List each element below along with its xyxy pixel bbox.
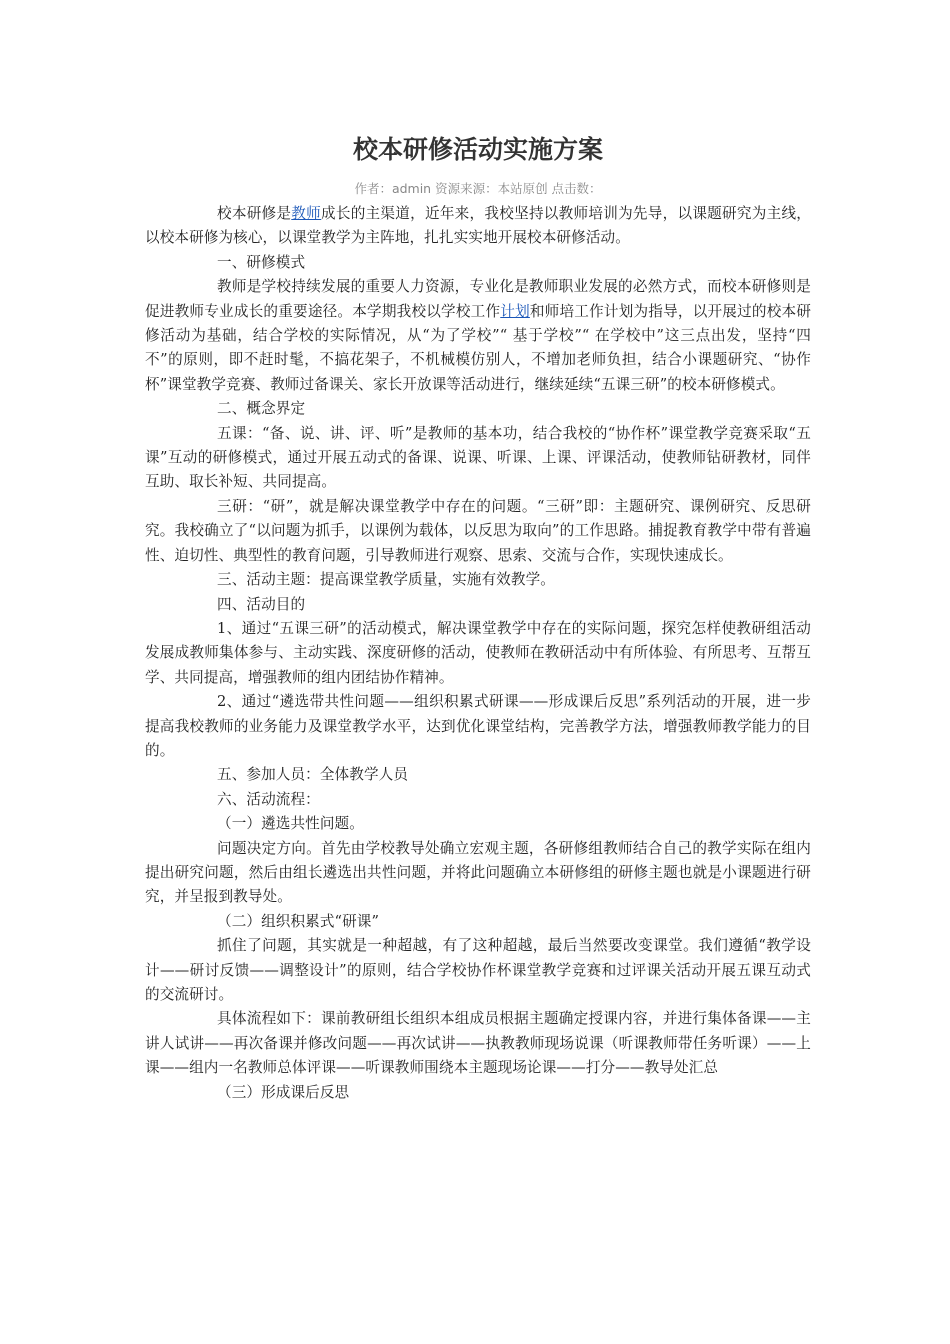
paragraph-process: 具体流程如下：课前教研组长组织本组成员根据主题确定授课内容，并进行集体备课——主讲人试讲——再次备课并修改问题——再次试讲——执教教师现场说课（听课教师带任务听课）——上课——组内一名教师总体评课——听课教师围绕本主题现场论课——打分——教导处汇总 [145,1010,811,1077]
subsection-heading-2: （二）组织积累式“研课” [217,912,380,930]
paragraph-intro [145,202,811,251]
paragraph-problem: 问题决定方向。首先由学校教导处确立宏观主题，各研修组教师结合自己的教学实际在组内提出研究问题，然后由组长遴选出共性问题，并将此问题确立本研修组的研修主题也就是小课题进行研究，并呈报到教导处。 [145,839,811,906]
article-meta: 作者：admin 资源来源：本站原创 点击数： [354,181,602,196]
section-heading-3: 三、活动主题：提高课堂教学质量，实施有效教学。 [217,571,555,589]
paragraph-purpose-1: 1、通过“五课三研”的活动模式，解决课堂教学中存在的实际问题，探究怎样使教研组活动发展成教师集体参与、主动实践、深度研修的活动，使教师在教研活动中有所体验、有所思考、互帮互学、共同提高，增强教师的组内团结协作精神。 [145,619,811,686]
section-heading-2: 二、概念界定 [217,400,306,418]
paragraph-mode-text-a: 教师是学校持续发展的重要人力资源，专业化是教师职业发展的必然方式，而校本研修则是促进教师专业成长的重要途径。本学期我校以学校工作 [145,278,811,320]
plan-link[interactable]: 计划 [500,302,530,320]
subsection-heading-3: （三）形成课后反思 [217,1083,350,1101]
paragraph-mode [145,275,811,397]
paragraph-five-lessons: 五课：“备、说、讲、评、听”是教师的基本功，结合我校的“协作杯”课堂教学竞赛采取“五课”互动的研修模式，通过开展五动式的备课、说课、听课、上课、评课活动，使教师钻研教材，同伴互助、取长补短、共同提高。 [145,424,811,491]
paragraph-intro-text-b: 成长的主渠道，近年来，我校坚持以教师培训为先导，以课题研究为主线，以校本研修为核心，以课堂教学为主阵地，扎扎实实地开展校本研修活动。 [145,205,811,247]
teacher-link[interactable]: 教师 [291,205,321,222]
section-heading-4: 四、活动目的 [217,595,306,613]
document-title: 校本研修活动实施方案 [352,135,603,164]
subsection-heading-1: （一）遴选共性问题。 [217,815,364,833]
paragraph-intro-text-a: 校本研修是 [217,205,292,222]
paragraph-mode-text-b: 和师培工作计划为指导，以开展过的校本研修活动为基础，结合学校的实际情况，从“为了学校”“ 基于学校”“ 在学校中”这三点出发，坚持“四不”的原则，即不赶时髦，不搞花架子，不机械模仿别人，不增加老师负担，结合小课题研究、“协作杯”课堂教学竞赛、教师过备课关、家长开放课等活动进行，继续延续“五课三研”的校本研修模式。 [145,302,812,393]
paragraph-three-research: 三研：“研”，就是解决课堂教学中存在的问题。“三研”即：主题研究、课例研究、反思研究。我校确立了“以问题为抓手，以课例为载体，以反思为取向”的工作思路。捕捉教育教学中带有普遍性、迫切性、典型性的教育问题，引导教师进行观察、思索、交流与合作，实现快速成长。 [145,497,811,564]
paragraph-research-lesson: 抓住了问题，其实就是一种超越，有了这种超越，最后当然要改变课堂。我们遵循“教学设计——研讨反馈——调整设计”的原则，结合学校协作杯课堂教学竞赛和过评课关活动开展五课互动式的交流研讨。 [145,937,811,1003]
section-heading-1: 一、研修模式 [217,253,306,271]
document-page [145,128,811,1105]
section-heading-6: 六、活动流程： [217,790,320,808]
paragraph-purpose-2: 2、通过“遴选带共性问题——组织积累式研课——形成课后反思”系列活动的开展，进一步提高我校教师的业务能力及课堂教学水平，达到优化课堂结构，完善教学方法，增强教师教学能力的目的。 [145,693,811,759]
section-heading-5: 五、参加人员：全体教学人员 [217,766,409,784]
